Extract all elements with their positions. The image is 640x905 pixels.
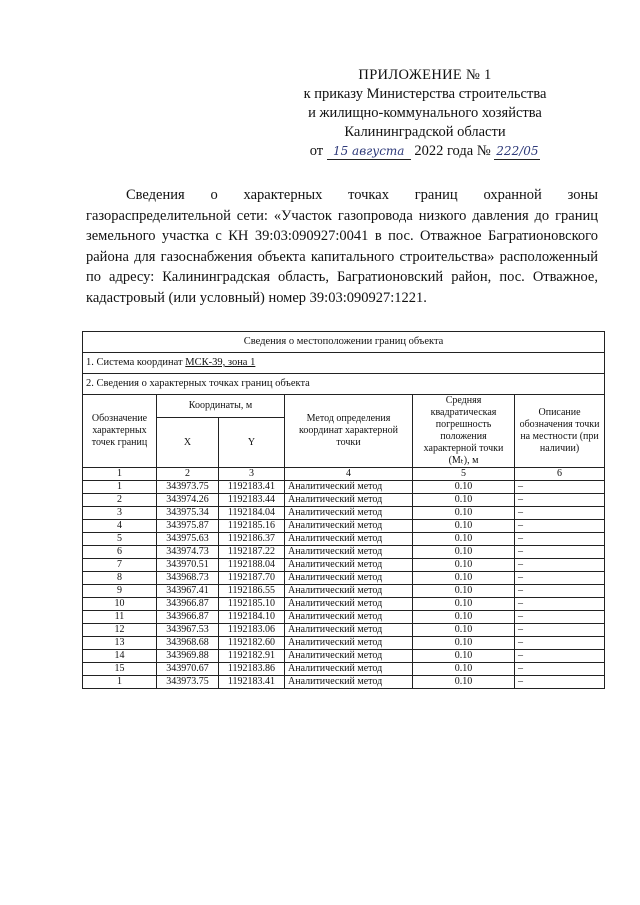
order-line-2: и жилищно-коммунального хозяйства [308, 105, 542, 121]
table-row [83, 507, 605, 520]
x-cell: 343974.26 [157, 494, 219, 507]
header-method: Метод определения координат характерной точки [285, 395, 413, 468]
header-description: Описание обозначения точки на местности (при наличии) [515, 395, 605, 468]
table-row [83, 494, 605, 507]
point-cell: 2 [83, 494, 157, 507]
table-row [83, 533, 605, 546]
point-cell: 3 [83, 507, 157, 520]
header-y: Y [219, 418, 285, 468]
error-cell: 0.10 [413, 572, 515, 585]
description-cell: – [515, 572, 605, 585]
y-cell: 1192183.44 [219, 494, 285, 507]
point-cell: 7 [83, 559, 157, 572]
x-cell: 343966.87 [157, 611, 219, 624]
coordinate-system-cell [83, 353, 605, 374]
table-row [83, 559, 605, 572]
intro-paragraph: Сведения о характерных точках границ охранной зоны газораспределительной сети: «Участок газопровода низкого давления до границ земельного участка с КН 39:03:090927:0041 в пос. Отважное Багратионовского района для газоснабжения объекта капитального строительства» расположенный по адресу: Калининградская область, Багратионовский район, пос. Отважное, кадастровый (или условный) номер 39:03:090927:1221. [86, 187, 598, 306]
appendix-title: ПРИЛОЖЕНИЕ № 1 [358, 67, 492, 83]
y-cell: 1192182.91 [219, 650, 285, 663]
col-number-6: 6 [515, 468, 605, 481]
method-cell: Аналитический метод [285, 611, 413, 624]
x-cell: 343968.68 [157, 637, 219, 650]
description-cell: – [515, 520, 605, 533]
x-cell: 343975.87 [157, 520, 219, 533]
date-prefix: от [309, 143, 324, 159]
handwritten-order-number: 222/05 [496, 144, 539, 158]
handwritten-date: 15 августа [327, 144, 411, 160]
description-cell: – [515, 650, 605, 663]
point-cell: 1 [83, 676, 157, 689]
error-cell: 0.10 [413, 624, 515, 637]
y-cell: 1192183.41 [219, 676, 285, 689]
coordinate-system-label: 1. Система координат [86, 357, 186, 368]
method-cell: Аналитический метод [285, 585, 413, 598]
header-point: Обозначение характерных точек границ [83, 395, 157, 468]
description-cell: – [515, 546, 605, 559]
method-cell: Аналитический метод [285, 520, 413, 533]
x-cell: 343967.41 [157, 585, 219, 598]
table-row [83, 598, 605, 611]
method-cell: Аналитический метод [285, 507, 413, 520]
header-coords: Координаты, м [157, 395, 285, 418]
error-cell: 0.10 [413, 494, 515, 507]
error-cell: 0.10 [413, 507, 515, 520]
point-cell: 6 [83, 546, 157, 559]
x-cell: 343968.73 [157, 572, 219, 585]
column-number-row [83, 468, 605, 481]
method-cell: Аналитический метод [285, 494, 413, 507]
col-number-3: 3 [219, 468, 285, 481]
section-title: Сведения о местоположении границ объекта [83, 332, 605, 353]
order-line-3: Калининградской области [344, 124, 506, 140]
points-title-row [83, 374, 605, 395]
x-cell: 343967.53 [157, 624, 219, 637]
y-cell: 1192185.16 [219, 520, 285, 533]
description-cell: – [515, 559, 605, 572]
points-title: 2. Сведения о характерных точках границ объекта [83, 374, 605, 395]
table-row [83, 611, 605, 624]
coordinate-system-row [83, 353, 605, 374]
description-cell: – [515, 481, 605, 494]
method-cell: Аналитический метод [285, 572, 413, 585]
point-cell: 12 [83, 624, 157, 637]
y-cell: 1192186.37 [219, 533, 285, 546]
method-cell: Аналитический метод [285, 650, 413, 663]
error-cell: 0.10 [413, 650, 515, 663]
description-cell: – [515, 637, 605, 650]
table-row [83, 650, 605, 663]
col-number-5: 5 [413, 468, 515, 481]
method-cell: Аналитический метод [285, 533, 413, 546]
y-cell: 1192183.06 [219, 624, 285, 637]
y-cell: 1192185.10 [219, 598, 285, 611]
point-cell: 13 [83, 637, 157, 650]
table-row [83, 637, 605, 650]
point-cell: 4 [83, 520, 157, 533]
y-cell: 1192186.55 [219, 585, 285, 598]
header-x: X [157, 418, 219, 468]
order-line-1: к приказу Министерства строительства [303, 86, 547, 102]
x-cell: 343970.67 [157, 663, 219, 676]
table-row [83, 546, 605, 559]
error-cell: 0.10 [413, 520, 515, 533]
point-cell: 11 [83, 611, 157, 624]
description-cell: – [515, 598, 605, 611]
coordinate-system-value: МСК-39, зона 1 [185, 357, 256, 368]
description-cell: – [515, 611, 605, 624]
x-cell: 343969.88 [157, 650, 219, 663]
point-cell: 14 [83, 650, 157, 663]
order-date-line [280, 142, 570, 161]
error-cell: 0.10 [413, 546, 515, 559]
point-cell: 8 [83, 572, 157, 585]
x-cell: 343966.87 [157, 598, 219, 611]
table-row [83, 481, 605, 494]
y-cell: 1192182.60 [219, 637, 285, 650]
method-cell: Аналитический метод [285, 598, 413, 611]
description-cell: – [515, 624, 605, 637]
x-cell: 343975.34 [157, 507, 219, 520]
y-cell: 1192183.41 [219, 481, 285, 494]
description-cell: – [515, 494, 605, 507]
method-cell: Аналитический метод [285, 637, 413, 650]
point-cell: 1 [83, 481, 157, 494]
point-cell: 9 [83, 585, 157, 598]
point-cell: 5 [83, 533, 157, 546]
x-cell: 343970.51 [157, 559, 219, 572]
error-cell: 0.10 [413, 559, 515, 572]
error-cell: 0.10 [413, 598, 515, 611]
error-cell: 0.10 [413, 611, 515, 624]
section-title-row [83, 332, 605, 353]
y-cell: 1192184.04 [219, 507, 285, 520]
x-cell: 343973.75 [157, 676, 219, 689]
description-cell: – [515, 676, 605, 689]
x-cell: 343974.73 [157, 546, 219, 559]
y-cell: 1192188.04 [219, 559, 285, 572]
y-cell: 1192187.22 [219, 546, 285, 559]
y-cell: 1192187.70 [219, 572, 285, 585]
method-cell: Аналитический метод [285, 663, 413, 676]
error-cell: 0.10 [413, 533, 515, 546]
point-cell: 10 [83, 598, 157, 611]
error-cell: 0.10 [413, 585, 515, 598]
description-cell: – [515, 507, 605, 520]
method-cell: Аналитический метод [285, 676, 413, 689]
point-cell: 15 [83, 663, 157, 676]
appendix-header [280, 66, 570, 161]
table-row [83, 663, 605, 676]
col-number-2: 2 [157, 468, 219, 481]
error-cell: 0.10 [413, 481, 515, 494]
description-cell: – [515, 533, 605, 546]
description-cell: – [515, 663, 605, 676]
y-cell: 1192184.10 [219, 611, 285, 624]
coordinates-table [82, 331, 605, 689]
col-number-4: 4 [285, 468, 413, 481]
header-row-1 [83, 395, 605, 418]
error-cell: 0.10 [413, 663, 515, 676]
method-cell: Аналитический метод [285, 481, 413, 494]
header-error: Средняя квадратическая погрешность положения характерной точки (Mₜ), м [413, 395, 515, 468]
method-cell: Аналитический метод [285, 559, 413, 572]
table-row [83, 520, 605, 533]
col-number-1: 1 [83, 468, 157, 481]
y-cell: 1192183.86 [219, 663, 285, 676]
description-cell: – [515, 585, 605, 598]
table-row [83, 676, 605, 689]
method-cell: Аналитический метод [285, 546, 413, 559]
method-cell: Аналитический метод [285, 624, 413, 637]
error-cell: 0.10 [413, 637, 515, 650]
x-cell: 343975.63 [157, 533, 219, 546]
error-cell: 0.10 [413, 676, 515, 689]
date-suffix: 2022 года № [414, 143, 491, 159]
table-row [83, 624, 605, 637]
table-row [83, 572, 605, 585]
x-cell: 343973.75 [157, 481, 219, 494]
table-row [83, 585, 605, 598]
